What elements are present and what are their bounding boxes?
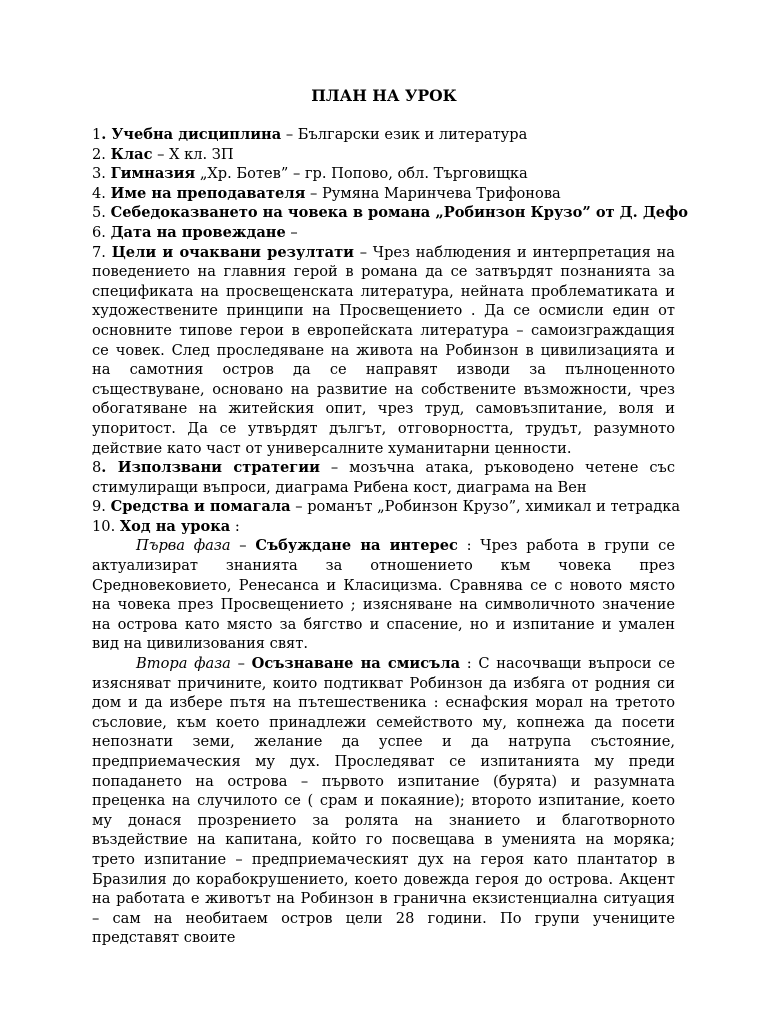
phase-name: Втора фаза	[136, 655, 231, 673]
item-label: Име на преподавателя	[110, 184, 306, 202]
phase-heading: Събуждане на интерес	[255, 537, 458, 555]
lesson-plan-body	[92, 125, 688, 948]
item-teacher	[92, 184, 675, 204]
item-strategies	[92, 458, 675, 497]
item-label: Дата на провеждане	[110, 223, 286, 241]
item-number: 2.	[92, 145, 111, 163]
item-number: 5.	[92, 204, 111, 222]
item-resources	[92, 497, 681, 517]
item-label: Цели и очаквани резултати	[111, 243, 354, 261]
item-number: 3.	[92, 165, 111, 183]
phase-heading: Осъзнаване на смисъла	[251, 655, 461, 673]
item-value: – Чрез наблюдения и интерпретация на поведението на главния герой в романа да се затвърдят познанията за спецификата на просвещенската литература, нейната проблематиката и художествените принципи на Просвещението . Да се осмисли един от основните типове герои в европейската литература – самоизграждащия се човек. След проследяване на живота на Робинзон в цивилизацията и на самотния остров да се направят изводи за пълноценното съществуване, основано на развитие на собствените възможности, чрез обогатяване на житейския опит, чрез труд, самовъзпитание, воля и упоритост. Да се утвърдят дългът, отговорността, трудът, разумното действие като част от универсалните хуманитарни ценности.	[92, 243, 675, 457]
item-number: 1	[92, 126, 102, 143]
item-value: – Български език и литература	[281, 126, 528, 143]
item-class	[92, 145, 675, 165]
phase-dash: –	[230, 655, 252, 673]
phase-text: : С насочващи въпроси се изясняват причините, които подтикват Робинзон да избяга от родния си дом и да избере пътя на пътешественика : еснафския морал на третото съсловие, към което принадлежи семейството му, копнежа да посети непознати земи, желание да успее и да натрупа състояние, предприемаческия му дух. Проследяват се изпитанията му преди попадането на острова – първото изпитание (бурята) и разумната преценка на случилото се ( срам и покаяние); второто изпитание, което му донася прозрението за ролята на знанието и благотворното въздействие на капитана, който го посвещава в уменията на моряка; трето изпитание – предприемаческият дух на героя като плантатор в Бразилия до корабокрушението, което довежда героя до острова. Акцент на работата е животът на Робинзон в гранична екзистенциална ситуация – сам на необитаем остров цели 28 години. По групи учениците представят своите	[92, 655, 676, 947]
phase-dash: –	[230, 537, 256, 555]
item-school	[92, 164, 675, 184]
phase-name: Първа фаза	[136, 537, 231, 555]
item-label: . Учебна дисциплина	[101, 126, 282, 143]
item-number: 4.	[92, 184, 111, 202]
item-number: 10.	[92, 517, 120, 535]
item-value: – романът „Робинзон Крузо”, химикал и тетрадка	[290, 498, 681, 516]
phase-text: : Чрез работа в групи се актуализират знанията за отношението към човека през Средновековието, Ренесанса и Класицизма. Сравнява се с новото място на човека през Просвещението ; изясняване на символичното значение на острова като място за бягство и спасение, но и изпитание и умален вид на цивилизования свят.	[92, 537, 675, 653]
phase-one	[92, 536, 675, 654]
item-value: – X кл. ЗП	[152, 145, 234, 163]
item-number: 9.	[92, 498, 111, 516]
item-value: :	[230, 517, 240, 535]
item-date	[92, 223, 675, 243]
item-value: –	[285, 223, 298, 241]
item-label: . Използвани стратегии	[101, 459, 320, 477]
item-label: Ход на урока	[119, 517, 231, 535]
item-number: 8	[92, 459, 102, 477]
item-value: – Румяна Маринчева Трифонова	[305, 184, 561, 202]
item-label: Себедоказването на човека в романа „Робинзон Крузо” от Д. Дефо	[110, 204, 688, 222]
item-topic	[92, 203, 688, 223]
item-goals	[92, 243, 675, 459]
item-number: 7.	[92, 243, 112, 261]
item-value: – мозъчна атака, ръководено четене със стимулиращи въпроси, диаграма Рибена кост, диаграма на Вен	[92, 459, 675, 496]
page-title: ПЛАН НА УРОК	[311, 86, 457, 105]
item-label: Средства и помагала	[110, 498, 291, 516]
item-lesson-flow	[92, 517, 675, 537]
phase-two	[92, 654, 675, 948]
item-label: Гимназия	[110, 165, 196, 183]
item-number: 6.	[92, 223, 111, 241]
item-label: Клас	[110, 145, 153, 163]
item-value: „Хр. Ботев” – гр. Попово, обл. Търговищка	[195, 165, 528, 183]
item-discipline	[92, 125, 675, 145]
